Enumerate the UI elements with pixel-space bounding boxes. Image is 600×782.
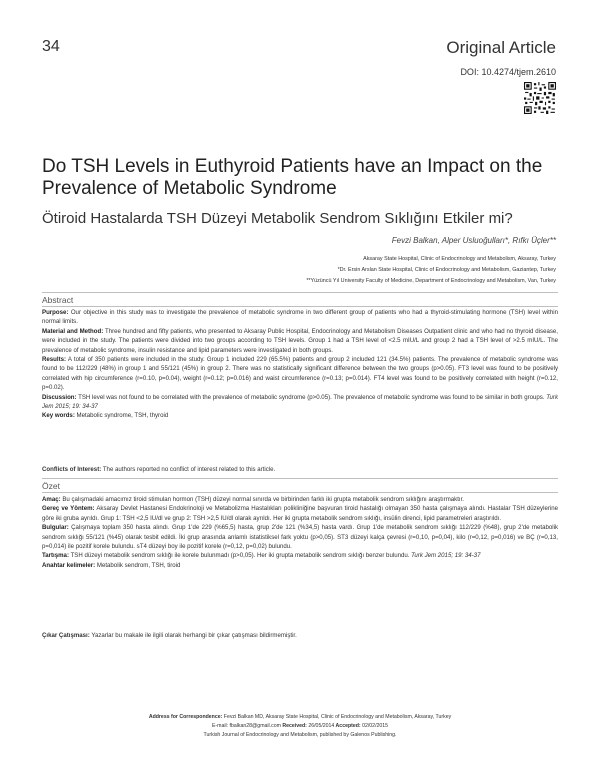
page-number: 34	[42, 38, 60, 55]
correspondence-footer	[42, 713, 558, 740]
affiliations	[76, 254, 556, 287]
email-label: E-mail:	[211, 723, 230, 729]
conflicts-text: The authors reported no conflict of interest related to this article.	[101, 466, 276, 473]
abstract-keywords	[42, 411, 558, 420]
journal-line: Turkish Journal of Endocrinology and Metabolism, published by Galenos Publishing.	[203, 732, 397, 738]
anahtar-label: Anahtar kelimeler:	[42, 561, 96, 569]
purpose-label: Purpose:	[42, 309, 69, 316]
accepted-date: 02/02/2015	[360, 723, 389, 729]
results-text: A total of 350 patients were included in the study. Group 1 included 229 (65.5%) patients and group 2 included 121 (34.5%) patients. The prevalence of metabolic syndrome was found to be 112/229 (48%) in group 1 and 55/121 (45%) in group 2. There was no statistically significant difference between the two groups (p>0.05). FT3 level was found to be positively correlated with hip circumference (r=0.10, p=0.04), weight (r=0.12; p=0.016) and waist circumference (r=0.13; p=0.014). FT4 level was found to be positively correlated with height (r=0.12, p=0.02).	[42, 356, 558, 392]
methods-label: Material and Method:	[42, 327, 104, 335]
purpose-text: Our objective in this study was to investigate the prevalence of metabolic syndrome in two different group of patients who had a thyroid-stimulating hormone (TSH) level within normal limits.	[42, 309, 558, 326]
tartisma-text: TSH düzeyi metabolik sendrom sıklığı ile korele bulunmadı (p>0,05). Her iki grupta metabolik sendrom sıklığı benzer bulundu.	[68, 552, 412, 560]
abstract-citation: Turk Jem 2015; 19: 34-37	[42, 393, 558, 411]
cikar-text: Yazarlar bu makale ile ilgili olarak herhangi bir çıkar çatışması bildirmemiştir.	[89, 632, 297, 639]
correspondence-line	[42, 713, 558, 722]
article-title-turkish: Ötiroid Hastalarda TSH Düzeyi Metabolik Sendrom Sıklığını Etkiler mi?	[42, 210, 513, 227]
bulgular-text: Çalışmaya toplam 350 hasta alındı. Grup 1'de 229 (%65,5) hasta, grup 2'de 121 (%34,5) hasta vardı. Grup 1'de metabolik sendrom sıklığı 112/229 (%48), grup 2'de metabolik sendrom sıklığı 55/121 (%45) olarak tesbit edildi. İki grup arasında anlamlı istatistiksel fark yoktu (p>0,05). ST3 düzeyi kalça çevresi (r=0,10, p=0,04), kilo (r=0,12, p=0,016) ve BÇ (r=0,13, p=0,014) ile pozitif korele bulundu. sT4 düzeyi boy ile pozitif korele (r=0,12, p=0,02) bulundu.	[42, 524, 558, 551]
methods-text: Three hundred and fifty patients, who presented to Aksaray Public Hospital, Endocrinology and Metabolism Diseases Outpatient clinic and who had no thyroid disease, were included in the study. The patients were divided into two groups according to TSH levels. Group 1 had a TSH level of <2.5 mIU/L and group 2 had a TSH level of >2.5 mIU/L. The prevalence of metabolic syndrome, insulin resistance and lipid parameters were investigated in both groups.	[42, 327, 558, 354]
cikar-label: Çıkar Çatışması:	[42, 632, 90, 639]
gerec-text: Aksaray Devlet Hastanesi Endokrinoloji ve Metabolizma Hastalıkları polikliniğine başvuran tiroid hastalığı olmayan 350 hasta çalışmaya alındı. Hastalar TSH düzeylerine göre iki gruba ayrıldı. Grup 1: TSH <2,5 IU/dl ve grup 2: TSH >2,5 IU/dl olarak ayrıldı. Her iki grupta metabolik sendrom sıklığı, insülin direnci, lipid parametreleri araştırıldı.	[42, 505, 559, 522]
ozet-heading: Özet	[42, 481, 60, 491]
discussion-label: Discussion:	[42, 393, 77, 401]
ozet-amac	[42, 495, 558, 504]
affiliation-2: *Dr. Ersin Arslan State Hospital, Clinic of Endocrinology and Metabolism, Gaziantep, Turkey	[337, 267, 556, 273]
affiliation-1: Aksaray State Hospital, Clinic of Endocrinology and Metabolism, Aksaray, Turkey	[363, 256, 556, 262]
abstract-discussion	[42, 393, 558, 412]
affiliation-3: **Yüzüncü Yıl University Faculty of Medicine, Department of Endocrinology and Metabolism, Van, Turkey	[306, 278, 556, 284]
divider	[42, 492, 558, 493]
accepted-label: Accepted:	[334, 723, 361, 729]
received-label: Received:	[280, 723, 307, 729]
conflicts-of-interest	[42, 465, 558, 474]
ozet-bulgular	[42, 523, 558, 551]
abstract-heading: Abstract	[42, 295, 74, 305]
tartisma-label: Tartışma:	[42, 552, 69, 560]
article-type: Original Article	[446, 38, 556, 57]
abstract-body	[42, 308, 558, 421]
amac-text: Bu çalışmadaki amacımız tiroid stimulan hormon (TSH) düzeyi normal sınırda ve birbirinden farklı iki grupta metabolik sendrom sıklığını araştırmaktır.	[60, 496, 464, 503]
ozet-keywords	[42, 561, 558, 570]
keywords-label: Key words:	[42, 412, 75, 420]
abstract-methods	[42, 327, 558, 355]
ozet-tartisma	[42, 551, 558, 560]
divider	[42, 306, 558, 307]
article-title-english: Do TSH Levels in Euthyroid Patients have an Impact on the Prevalence of Metabolic Syndrome	[42, 156, 543, 199]
dates-line	[42, 722, 558, 731]
doi: DOI: 10.4274/tjem.2610	[460, 67, 556, 77]
cikar-catismasi	[42, 631, 558, 640]
results-label: Results:	[42, 356, 67, 364]
keywords-text: Metabolic syndrome, TSH, thyroid	[74, 412, 169, 420]
discussion-text: TSH level was not found to be correlated with the prevalence of metabolic syndrome (p>0.05). The prevalence of metabolic syndrome was found to be similar in both groups.	[76, 393, 547, 401]
divider	[42, 292, 558, 293]
gerec-label: Gereç ve Yöntem:	[42, 505, 95, 513]
ozet-body	[42, 495, 558, 570]
qr-code-icon	[524, 82, 556, 114]
ozet-citation: Turk Jem 2015; 19: 34-37	[411, 552, 481, 560]
ozet-gerec	[42, 504, 558, 523]
correspondence-text: Fevzi Balkan MD, Aksaray State Hospital, Clinic of Endocrinology and Metabolism, Aksaray, Turkey	[222, 714, 452, 720]
email-link[interactable]: fbalkan28@gmail.com	[229, 723, 281, 729]
author-list: Fevzi Balkan, Alper Usluoğulları*, Rıfkı Üçler**	[391, 236, 556, 245]
amac-label: Amaç:	[42, 496, 61, 503]
abstract-purpose	[42, 308, 558, 327]
conflicts-label: Conflicts of Interest:	[42, 466, 102, 473]
received-date: 26/05/2014	[306, 723, 335, 729]
divider	[42, 478, 558, 479]
anahtar-text: Metabolik sendrom, TSH, tiroid	[95, 561, 181, 569]
bulgular-label: Bulgular:	[42, 524, 69, 532]
abstract-results	[42, 355, 558, 393]
correspondence-label: Address for Correspondence:	[148, 714, 223, 720]
